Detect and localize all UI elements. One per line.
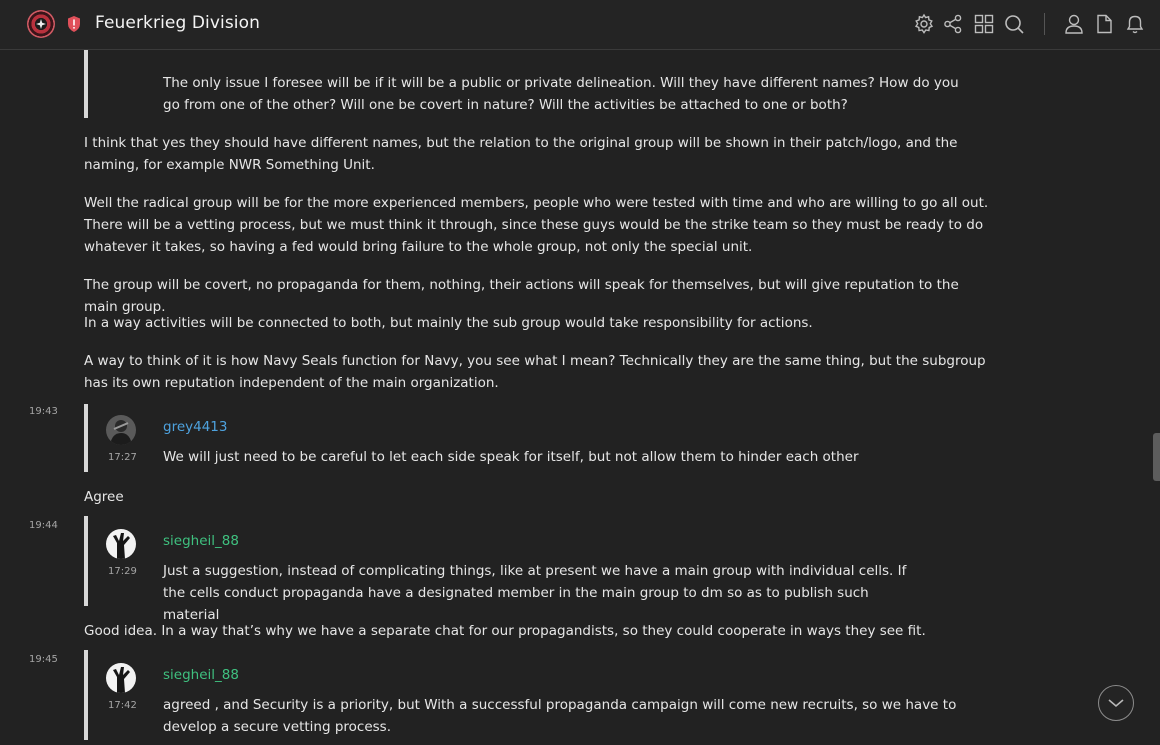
grid-icon[interactable] bbox=[973, 13, 995, 35]
quote-block bbox=[84, 650, 88, 740]
chevron-down-icon bbox=[1107, 695, 1125, 711]
author-name[interactable]: siegheil_88 bbox=[163, 533, 239, 549]
message-text: Good idea. In a way that’s why we have a separate chat for our propagandists, so they could cooperate in ways they see fit. bbox=[84, 623, 926, 639]
share-icon[interactable] bbox=[942, 13, 964, 35]
quote-timestamp: 17:27 bbox=[108, 452, 137, 463]
search-icon[interactable] bbox=[1003, 13, 1025, 35]
file-icon[interactable] bbox=[1093, 13, 1115, 35]
message-timestamp: 19:44 bbox=[29, 520, 58, 531]
shield-alert-icon bbox=[67, 16, 81, 32]
top-bar bbox=[0, 0, 1160, 50]
scrollbar-thumb[interactable] bbox=[1153, 433, 1160, 481]
quote-block bbox=[84, 404, 88, 472]
quote-timestamp: 17:42 bbox=[108, 700, 137, 711]
avatar[interactable] bbox=[106, 415, 136, 445]
scroll-to-bottom-button[interactable] bbox=[1098, 685, 1134, 721]
author-name[interactable]: siegheil_88 bbox=[163, 667, 239, 683]
quote-text: Just a suggestion, instead of complicating things, like at present we have a main group with individual cells. If the cells conduct propaganda have a designated member in the main group to dm so as to publish such material bbox=[163, 563, 907, 623]
message-timestamp: 19:45 bbox=[29, 654, 58, 665]
avatar[interactable] bbox=[106, 529, 136, 559]
chat-title: Feuerkrieg Division bbox=[95, 13, 260, 33]
gear-icon[interactable] bbox=[913, 13, 935, 35]
message-text: Well the radical group will be for the more experienced members, people who were tested with time and who are willing to go all out. There will be a vetting process, but we must think it through, since these guys would be the strike team so they must be ready to do whatever it takes, so having a fed would bring failure to the whole group, not only the special unit. bbox=[84, 195, 989, 255]
quote-text: agreed , and Security is a priority, but With a successful propaganda campaign will come new recruits, so we have to develop a secure vetting process. bbox=[163, 697, 957, 735]
author-name[interactable]: grey4413 bbox=[163, 419, 228, 435]
group-logo-icon[interactable] bbox=[27, 10, 55, 38]
toolbar-divider bbox=[1044, 13, 1045, 35]
message-text: In a way activities will be connected to both, but mainly the sub group would take responsibility for actions. bbox=[84, 315, 813, 331]
message-text: The group will be covert, no propaganda for them, nothing, their actions will speak for themselves, but will give reputation to the main group. bbox=[84, 277, 959, 315]
avatar[interactable] bbox=[106, 663, 136, 693]
quote-text: The only issue I foresee will be if it will be a public or private delineation. Will they have different names? How do you go from one of the other? Will one be covert in nature? Will the activities be attached to one or both? bbox=[163, 75, 959, 113]
quote-timestamp: 17:29 bbox=[108, 566, 137, 577]
user-icon[interactable] bbox=[1063, 13, 1085, 35]
message-text: I think that yes they should have different names, but the relation to the original group will be shown in their patch/logo, and the naming, for example NWR Something Unit. bbox=[84, 135, 958, 173]
message-timestamp: 19:43 bbox=[29, 406, 58, 417]
message-text: Agree bbox=[84, 489, 124, 505]
quote-block bbox=[84, 516, 88, 606]
message-text: A way to think of it is how Navy Seals function for Navy, you see what I mean? Technically they are the same thing, but the subgroup has its own reputation independent of the main organization. bbox=[84, 353, 986, 391]
bell-icon[interactable] bbox=[1124, 13, 1146, 35]
quote-text: We will just need to be careful to let each side speak for itself, but not allow them to hinder each other bbox=[163, 449, 859, 465]
